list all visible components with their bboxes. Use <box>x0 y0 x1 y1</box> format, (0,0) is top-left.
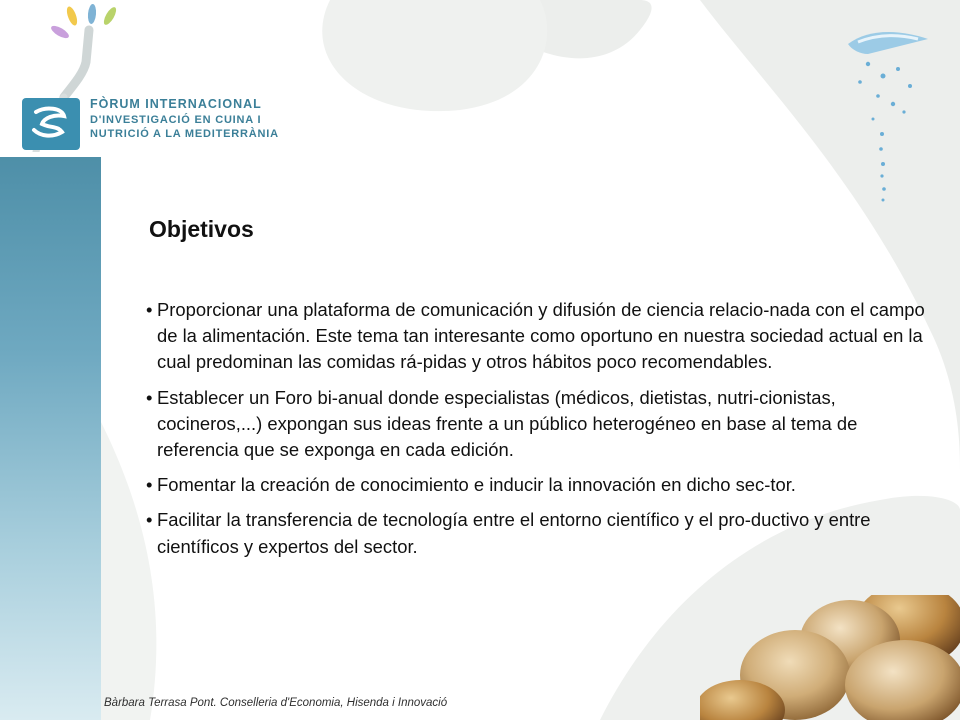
bullet-marker: • <box>146 299 153 320</box>
bullet-text: Proporcionar una plataforma de comunicación y difusión de ciencia relacio-nada con el campo de la alimentación. Este tema tan interesante como oportuno en nuestra sociedad actual en la cual predominan las comidas rá-pidas y otros hábitos poco recomendables. <box>157 299 925 373</box>
slide-title: Objetivos <box>149 216 254 242</box>
footer-credit: Bàrbara Terrasa Pont. Conselleria d'Economia, Hisenda i Innovació <box>104 697 448 709</box>
list-item <box>135 297 935 376</box>
logo-wordmark <box>90 96 290 142</box>
logo-line-2: D'INVESTIGACIÓ EN CUINA I <box>90 113 262 126</box>
list-item <box>135 507 935 559</box>
bread-rolls-image <box>700 595 960 720</box>
bullet-marker: • <box>146 509 153 531</box>
water-splash-icon <box>838 24 938 209</box>
left-color-band <box>0 157 101 720</box>
list-item <box>135 385 935 464</box>
bullet-text: Facilitar la transferencia de tecnología entre el entorno científico y el pro-ductivo y entre científicos y expertos del sector. <box>157 509 871 557</box>
list-item <box>135 472 935 498</box>
bullet-text: Establecer un Foro bi-anual donde especialistas (médicos, dietistas, nutri-cionistas, cocineros,...) expongan sus ideas frente a un público heterogéneo en base al tema de referencia que se exponga en cada edición. <box>157 386 858 461</box>
objectives-list <box>135 297 935 569</box>
bullet-marker: • <box>146 386 153 408</box>
bullet-marker: • <box>146 474 153 496</box>
logo-line-1: FÒRUM INTERNACIONAL <box>90 97 262 111</box>
bullet-text: Fomentar la creación de conocimiento e inducir la innovación en dicho sec-tor. <box>157 474 796 496</box>
logo-line-3: NUTRICIÓ A LA MEDITERRÀNIA <box>90 128 279 141</box>
